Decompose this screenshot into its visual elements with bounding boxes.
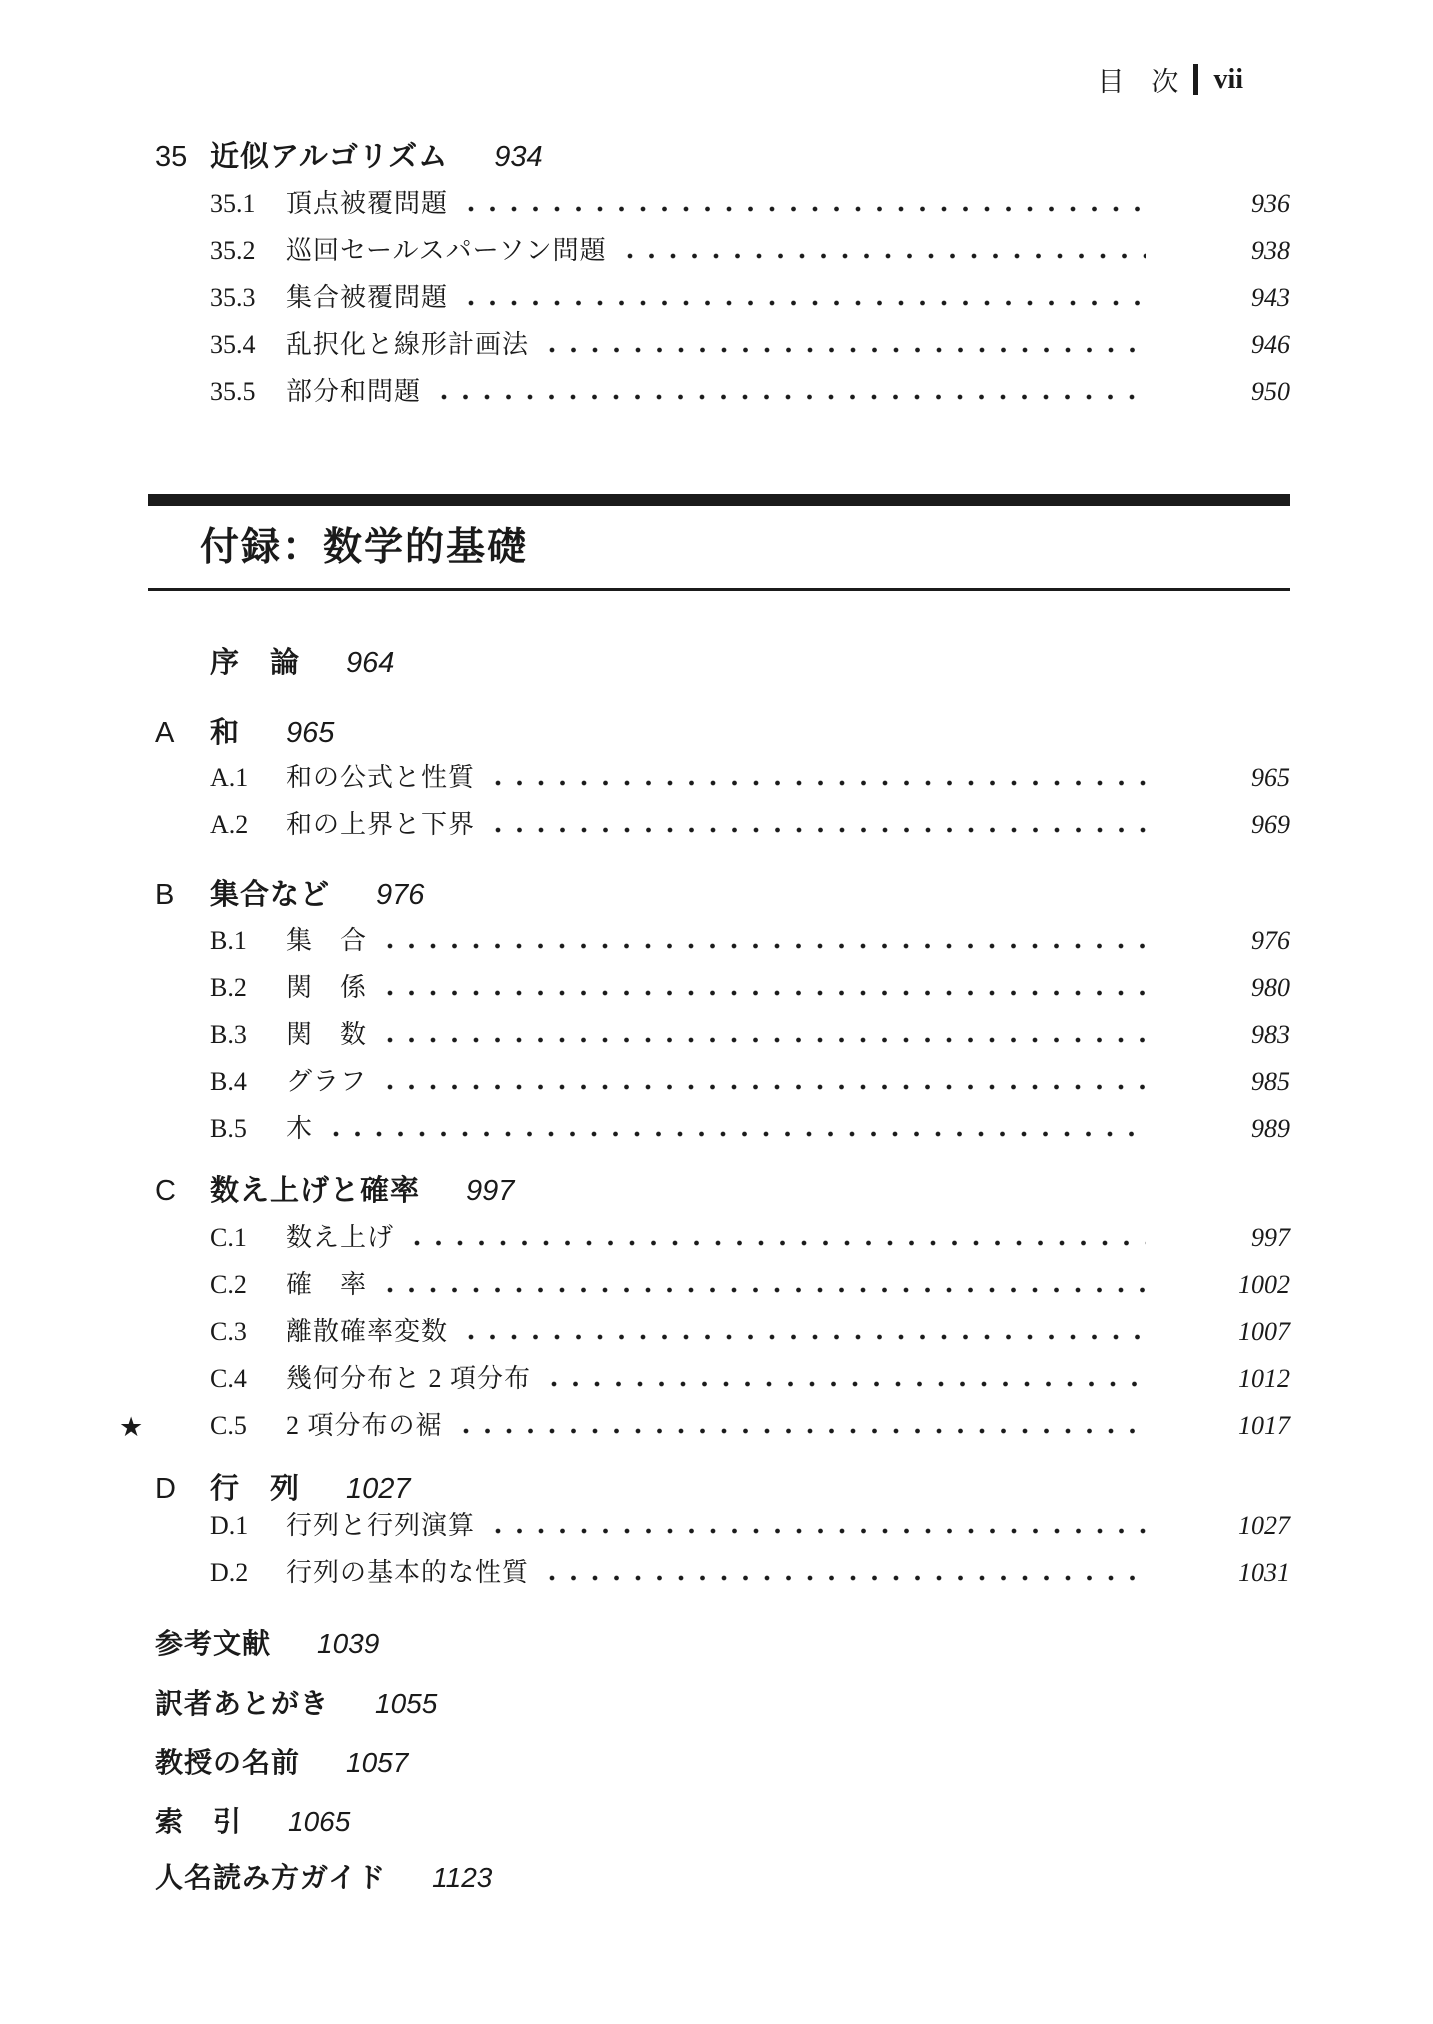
- toc-entry-b-2: [155, 970, 1290, 1006]
- section-page-number: 976: [1251, 926, 1290, 955]
- backmatter-name-pronunciation-guide: [155, 1860, 1290, 1896]
- part-letter: D: [155, 1473, 176, 1505]
- appendix-top-rule: [148, 494, 1290, 506]
- toc-entry-b-4: [155, 1064, 1290, 1100]
- section-title: 関 係: [286, 973, 368, 1002]
- appendix-bottom-rule: [148, 588, 1290, 591]
- backmatter-title: 参考文献: [155, 1628, 272, 1659]
- appendix-part-a-heading: [155, 714, 1290, 752]
- backmatter-title: 教授の名前: [155, 1747, 301, 1778]
- backmatter-translators-afterword: [155, 1686, 1290, 1722]
- section-page-number: 1031: [1238, 1558, 1290, 1587]
- toc-entry-c-5: [119, 1408, 1290, 1444]
- folio-page-number: vii: [1213, 63, 1243, 95]
- section-title: 頂点被覆問題: [286, 189, 449, 218]
- section-page-number: 989: [1251, 1114, 1290, 1143]
- intro-title: 序 論: [210, 647, 301, 679]
- toc-entry-b-5: [155, 1111, 1290, 1147]
- section-number: 35.4: [210, 330, 256, 359]
- section-title: 確 率: [286, 1270, 368, 1299]
- section-title: 行列の基本的な性質: [286, 1558, 530, 1587]
- part-title: 集合など: [210, 879, 331, 911]
- toc-entry-c-1: [155, 1220, 1290, 1256]
- toc-entry-a-1: [155, 760, 1290, 796]
- section-number: 35.3: [210, 283, 256, 312]
- toc-entry-b-3: [155, 1017, 1290, 1053]
- section-page-number: 1002: [1238, 1270, 1290, 1299]
- toc-entry-b-1: [155, 923, 1290, 959]
- section-page-number: 950: [1251, 377, 1290, 406]
- section-number: C.3: [210, 1317, 247, 1346]
- intro-page-number: 964: [346, 647, 395, 679]
- part-page-number: 1027: [346, 1473, 411, 1505]
- section-number: B.3: [210, 1020, 247, 1049]
- section-page-number: 1012: [1238, 1364, 1290, 1393]
- toc-entry-35-4: [155, 327, 1290, 363]
- part-title: 行 列: [210, 1473, 301, 1505]
- backmatter-title: 索 引: [155, 1806, 243, 1837]
- section-page-number: 980: [1251, 973, 1290, 1002]
- header-divider-bar: [1193, 64, 1198, 95]
- section-page-number: 946: [1251, 330, 1290, 359]
- section-number: 35.1: [210, 189, 256, 218]
- section-title: 巡回セールスパーソン問題: [286, 236, 607, 265]
- section-page-number: 969: [1251, 810, 1290, 839]
- running-head-title: 目 次: [1097, 67, 1179, 97]
- toc-entry-d-2: [155, 1555, 1290, 1591]
- section-number: C.5: [210, 1411, 247, 1440]
- section-number: B.2: [210, 973, 247, 1002]
- toc-entry-a-2: [155, 807, 1290, 843]
- star-icon: ★: [119, 1412, 144, 1443]
- backmatter-professor-names: [155, 1745, 1290, 1781]
- part-page-number: 965: [286, 717, 335, 749]
- toc-entry-c-4: [155, 1361, 1290, 1397]
- section-number: D.1: [210, 1511, 249, 1540]
- section-number: A.1: [210, 763, 249, 792]
- section-title: 木: [286, 1114, 314, 1143]
- appendix-part-b-heading: [155, 876, 1290, 914]
- section-number: B.1: [210, 926, 247, 955]
- backmatter-page-number: 1123: [432, 1862, 493, 1893]
- section-page-number: 1007: [1238, 1317, 1290, 1346]
- backmatter-page-number: 1057: [346, 1747, 409, 1778]
- section-title: 和の公式と性質: [286, 763, 476, 792]
- running-head: [1097, 60, 1243, 99]
- toc-entry-c-3: [155, 1314, 1290, 1350]
- appendix-banner-title: 付録：数学的基礎: [200, 526, 529, 569]
- section-title: 2 項分布の裾: [286, 1411, 443, 1440]
- backmatter-index: [155, 1804, 1290, 1840]
- section-page-number: 983: [1251, 1020, 1290, 1049]
- part-letter: C: [155, 1175, 176, 1207]
- section-number: 35.2: [210, 236, 256, 265]
- chapter-page-number: 934: [494, 141, 543, 173]
- section-number: C.1: [210, 1223, 247, 1252]
- section-title: 行列と行列演算: [286, 1511, 476, 1540]
- backmatter-title: 訳者あとがき: [155, 1688, 330, 1719]
- section-page-number: 936: [1251, 189, 1290, 218]
- section-title: 関 数: [286, 1020, 368, 1049]
- section-title: グラフ: [286, 1067, 368, 1096]
- part-letter: B: [155, 879, 175, 911]
- section-page-number: 965: [1251, 763, 1290, 792]
- part-title: 和: [210, 717, 241, 749]
- section-page-number: 1027: [1238, 1511, 1290, 1540]
- section-number: D.2: [210, 1558, 249, 1587]
- section-title: 離散確率変数: [286, 1317, 449, 1346]
- part-page-number: 976: [376, 879, 425, 911]
- backmatter-title: 人名読み方ガイド: [155, 1862, 387, 1893]
- chapter-number: 35: [155, 141, 188, 173]
- toc-entry-35-2: [155, 233, 1290, 269]
- part-title: 数え上げと確率: [210, 1175, 421, 1207]
- toc-entry-d-1: [155, 1508, 1290, 1544]
- chapter-title: 近似アルゴリズム: [210, 141, 449, 173]
- section-page-number: 997: [1251, 1223, 1290, 1252]
- section-title: 集 合: [286, 926, 368, 955]
- backmatter-page-number: 1065: [288, 1806, 351, 1837]
- section-title: 乱択化と線形計画法: [286, 330, 530, 359]
- toc-entry-c-2: [155, 1267, 1290, 1303]
- section-page-number: 938: [1251, 236, 1290, 265]
- section-title: 数え上げ: [286, 1223, 395, 1252]
- section-number: A.2: [210, 810, 249, 839]
- appendix-part-d-heading: [155, 1470, 1290, 1508]
- section-title: 幾何分布と 2 項分布: [286, 1364, 532, 1393]
- section-number: C.4: [210, 1364, 247, 1393]
- section-title: 集合被覆問題: [286, 283, 449, 312]
- section-page-number: 985: [1251, 1067, 1290, 1096]
- section-number: 35.5: [210, 377, 256, 406]
- section-title: 部分和問題: [286, 377, 422, 406]
- section-number: C.2: [210, 1270, 247, 1299]
- section-page-number: 943: [1251, 283, 1290, 312]
- backmatter-page-number: 1055: [375, 1688, 438, 1719]
- part-letter: A: [155, 717, 175, 749]
- toc-entry-35-3: [155, 280, 1290, 316]
- backmatter-bibliography: [155, 1626, 1290, 1662]
- chapter-heading: [155, 138, 1290, 176]
- appendix-intro-heading: [210, 644, 1290, 682]
- backmatter-page-number: 1039: [317, 1628, 380, 1659]
- section-number: B.5: [210, 1114, 247, 1143]
- section-page-number: 1017: [1238, 1411, 1290, 1440]
- section-title: 和の上界と下界: [286, 810, 476, 839]
- appendix-part-c-heading: [155, 1172, 1290, 1210]
- toc-entry-35-5: [155, 374, 1290, 410]
- part-page-number: 997: [466, 1175, 515, 1207]
- toc-entry-35-1: [155, 186, 1290, 222]
- section-number: B.4: [210, 1067, 247, 1096]
